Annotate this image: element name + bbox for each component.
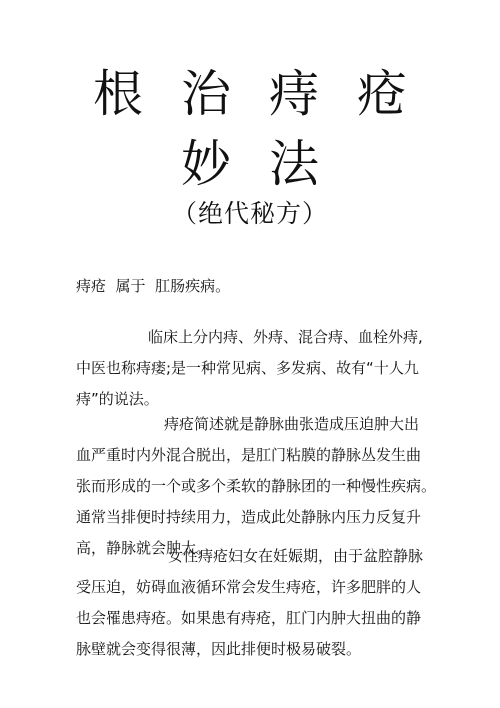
paragraph-line: 女性痔疮妇女在妊娠期，由于盆腔静脉 xyxy=(168,547,424,565)
paragraph-classification xyxy=(76,322,436,415)
paragraph-line: 痔疮简述就是静脉曲张造成压迫肿大出 xyxy=(164,415,420,433)
paragraph-line: 中医也称痔瘘;是一种常见病、多发病、故有“十人九 xyxy=(76,359,419,377)
paragraph-line: 临床上分内痔、外痔、混合痔、血栓外痔, xyxy=(148,328,423,346)
subtitle: （绝代秘方） xyxy=(171,199,328,228)
paragraph-line: 血严重时内外混合脱出，是肛门粘膜的静脉丛发生曲 xyxy=(76,446,422,464)
intro-line: 痔疮 属于 肛肠疾病。 xyxy=(76,277,231,295)
paragraph-line: 高，静脉就会肿大。 xyxy=(76,539,212,557)
title-line-2: 妙法 xyxy=(181,135,357,193)
title-line-1: 根治痔疮 xyxy=(93,65,445,123)
paragraph-line: 张而形成的一个或多个柔软的静脉团的一种慢性疾病。 xyxy=(76,477,437,495)
paragraph-line: 脉壁就会变得很薄，因此排便时极易破裂。 xyxy=(76,640,362,658)
paragraph-line: 痔”的说法。 xyxy=(76,390,159,408)
paragraph-line: 也会罹患痔疮。如果患有痔疮，肛门内肿大扭曲的静 xyxy=(76,609,422,627)
paragraph-women xyxy=(76,541,436,665)
paragraph-line: 受压迫，妨碍血液循环常会发生痔疮，许多肥胖的人 xyxy=(76,578,422,596)
paragraph-line: 通常当排便时持续用力，造成此处静脉内压力反复升 xyxy=(76,508,422,526)
